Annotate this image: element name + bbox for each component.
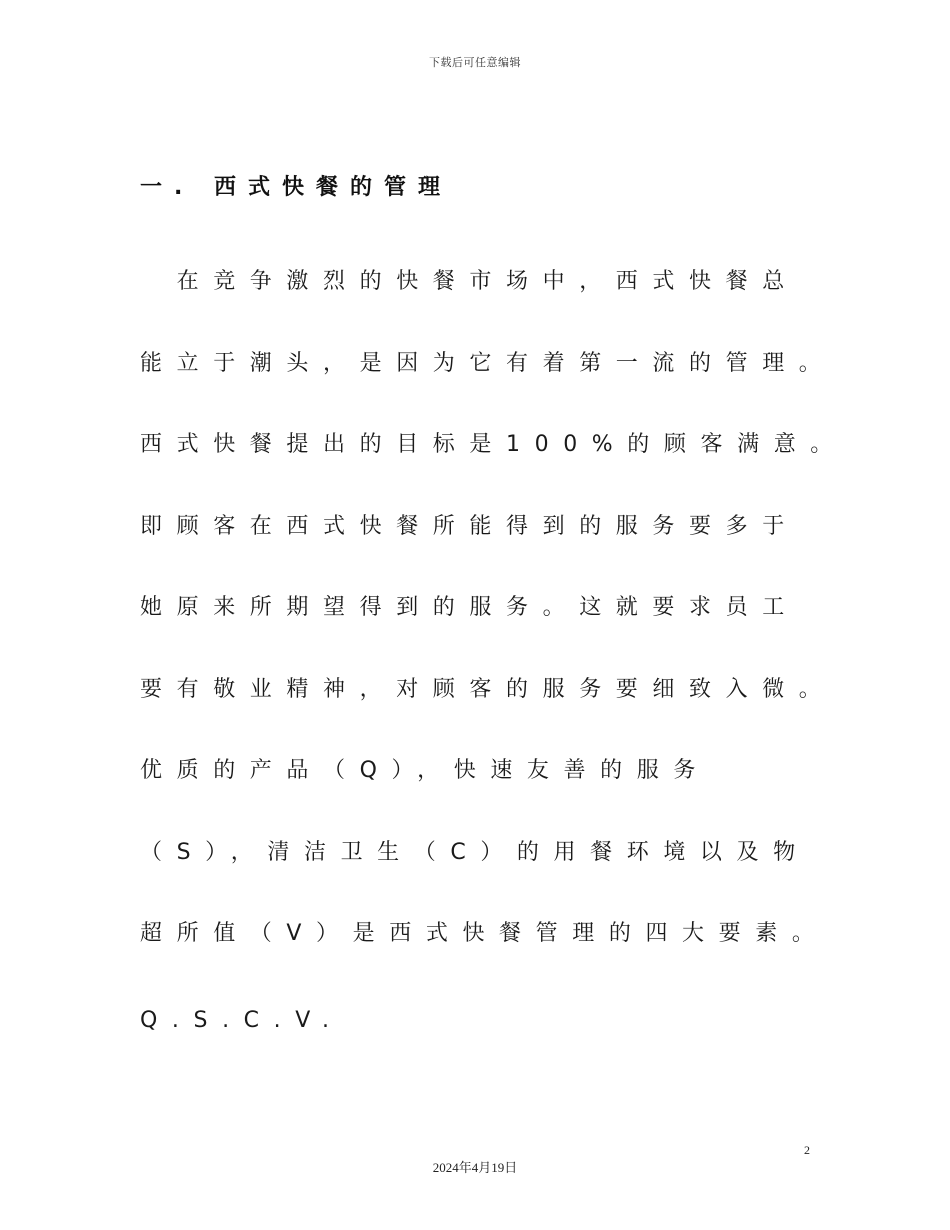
body-line-6: 要有敬业精神，对顾客的服务要细致入微。 [140,677,836,702]
body-line-4: 即顾客在西式快餐所能得到的服务要多于 [140,514,799,539]
header-note: 下载后可任意编辑 [429,56,521,69]
body-line-8: （S），清洁卫生（C）的用餐环境以及物 [140,840,810,865]
body-line-2: 能立于潮头，是因为它有着第一流的管理。 [140,351,836,376]
section-heading: 一. 西式快餐的管理 [140,175,453,200]
body-line-10: Q.S.C.V. [140,1008,344,1033]
body-line-7: 优质的产品（Q），快速友善的服务 [140,758,710,783]
body-line-1: 在竞争激烈的快餐市场中，西式快餐总 [140,269,799,294]
body-line-9: 超所值（V）是西式快餐管理的四大要素。 [140,921,829,946]
body-line-5: 她原来所期望得到的服务。这就要求员工 [140,595,799,620]
body-line-3: 西式快餐提出的目标是100%的顾客满意。 [140,432,847,457]
footer-date: 2024年4月19日 [432,1160,518,1175]
page-number: 2 [804,1143,810,1157]
